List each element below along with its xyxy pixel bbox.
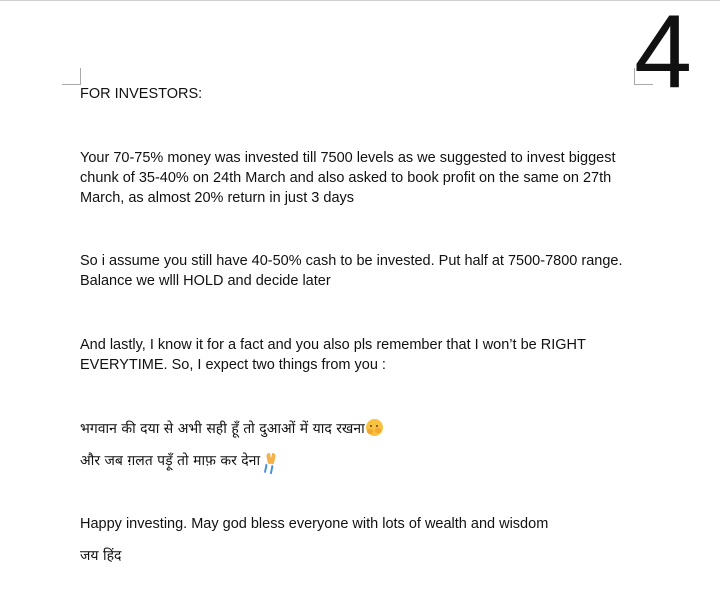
hindi-line-prayer [80, 419, 383, 439]
top-rule [0, 0, 720, 1]
hindi-line-prayer-text: भगवान की दया से अभी सही हूँ तो दुआओं में याद रखना [80, 421, 365, 437]
hindi-line-forgive-text: और जब ग़लत पड़ूँ तो माफ़ कर देना [80, 453, 261, 469]
page-number: 4 [634, 0, 692, 110]
margin-corner-mark-left [62, 68, 81, 85]
paragraph-cash: So i assume you still have 40-50% cash to be invested. Put half at 7500-7800 range. Balance we wlll HOLD and decide later [80, 253, 623, 289]
closing-line: Happy investing. May god bless everyone with lots of wealth and wisdom [80, 516, 549, 532]
paragraph-expectations: And lastly, I know it for a fact and you also pls remember that I won’t be RIGHT EVERYTIME. So, I expect two things from you : [80, 337, 586, 373]
sign-off: जय हिंद [80, 548, 122, 564]
hindi-line-forgive [80, 451, 279, 471]
paragraph-investment: Your 70-75% money was invested till 7500 levels as we suggested to invest biggest chunk of 35-40% on 24th March and also asked to book profit on the same on 27th March, as almost 20% return in just 3 days [80, 150, 616, 206]
hugging-face-icon [366, 419, 383, 436]
folded-hands-icon [263, 452, 279, 468]
section-heading: FOR INVESTORS: [80, 86, 203, 102]
margin-corner-mark-right [634, 68, 653, 85]
